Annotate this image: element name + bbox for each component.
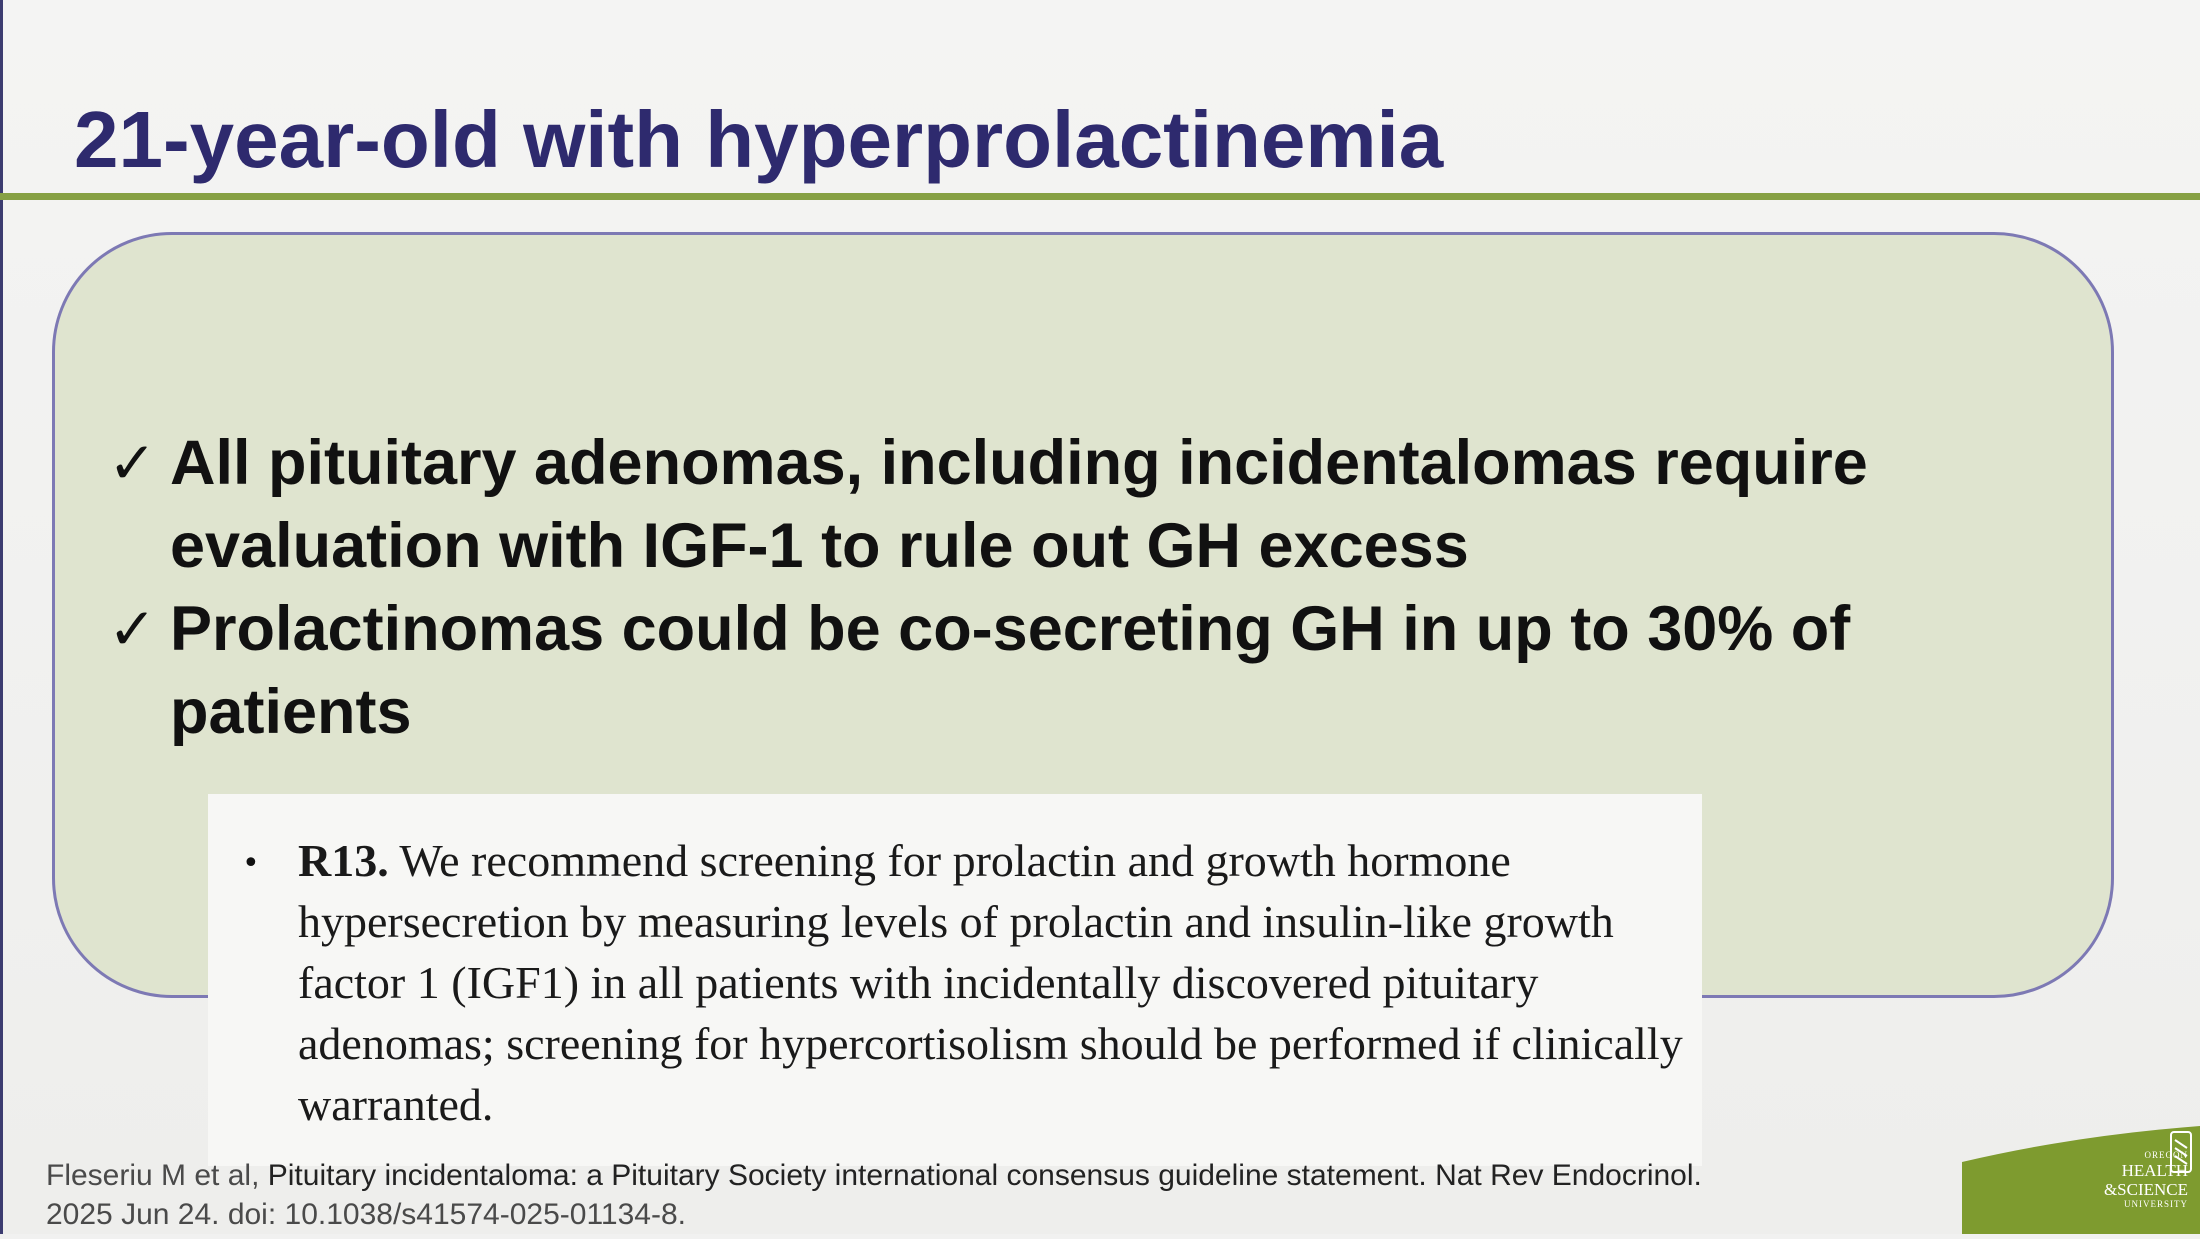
key-points-list <box>108 422 2068 754</box>
logo-line-oregon: OREGON <box>2144 1150 2188 1160</box>
checkmark-icon: ✓ <box>108 595 157 663</box>
slide-left-edge <box>0 0 3 1234</box>
recommendation-text: We recommend screening for prolactin and growth hormone hypersecretion by measuring levels of prolactin and insulin-like growth factor 1 (IGF1) in all patients with incidentally discovered pituitary adenomas; screening for hypercortisolism should be performed if clinically warranted. <box>298 835 1683 1130</box>
key-point-text: Prolactinomas could be co-secreting GH in up to 30% of patients <box>170 594 1851 747</box>
checkmark-icon: ✓ <box>108 429 157 497</box>
citation-authors: Fleseriu M et al, <box>46 1159 260 1192</box>
bullet-dot-icon: • <box>242 846 260 881</box>
university-logo <box>1962 1126 2200 1234</box>
reference-citation <box>46 1156 1926 1234</box>
key-point-item <box>108 588 2068 754</box>
slide-title: 21-year-old with hyperprolactinemia <box>74 95 1444 184</box>
citation-date-doi: 2025 Jun 24. doi: 10.1038/s41574-025-01134-8. <box>46 1198 686 1231</box>
citation-journal: Nat Rev Endocrinol. <box>1435 1159 1702 1192</box>
logo-line-science: &SCIENCE <box>2103 1180 2188 1199</box>
logo-line-health: HEALTH <box>2121 1161 2188 1180</box>
guideline-quote <box>208 794 1702 1166</box>
recommendation-label: R13. <box>298 835 389 886</box>
guideline-recommendation <box>298 830 1688 1135</box>
key-point-text: All pituitary adenomas, including incidentalomas require evaluation with IGF-1 to rule out GH excess <box>170 428 1868 581</box>
title-divider <box>0 193 2200 200</box>
key-point-item <box>108 422 2068 588</box>
citation-article-title: Pituitary incidentaloma: a Pituitary Society international consensus guideline statement. <box>267 1159 1427 1192</box>
logo-line-university: UNIVERSITY <box>2124 1199 2188 1209</box>
logo-wordmark <box>2104 1150 2188 1210</box>
